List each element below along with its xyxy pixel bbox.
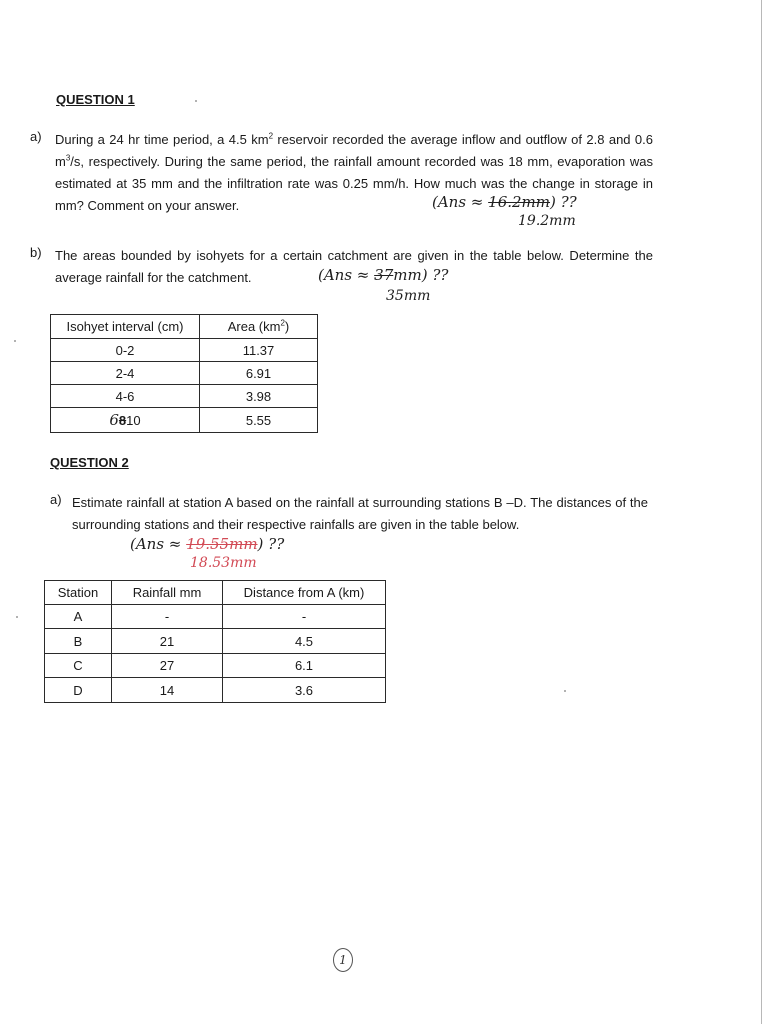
- rainfall-cell: 14: [112, 678, 223, 703]
- q1a-text-part2: reservoir recorded the average inflow and outflow of 2.8 and 0.6 m: [55, 132, 653, 169]
- distance-cell: -: [223, 605, 386, 629]
- q1a-hand-close: ) ??: [550, 193, 577, 211]
- isohyet-area-cell: 11.37: [200, 339, 318, 362]
- question-2-heading: QUESTION 2: [50, 455, 129, 470]
- q1b-hand-open: (Ans ≈: [318, 266, 375, 284]
- table-row: [45, 605, 386, 629]
- q1a-label: a): [30, 129, 42, 144]
- q2a-question-text: Estimate rainfall at station A based on the rainfall at surrounding stations B –D. The distances of the surrounding stations and their respective rainfalls are given in the table below.: [72, 495, 648, 532]
- isohyet-table-header-row: [51, 315, 318, 339]
- isohyet-interval-cell: 0-2: [51, 339, 200, 362]
- q2a-hand-open: (Ans ≈: [130, 535, 187, 553]
- q1a-superscript-2: 3: [65, 153, 71, 163]
- q1b-handwritten-correction: 35mm: [386, 288, 431, 304]
- table-row: [45, 678, 386, 703]
- q2a-hand-close: ) ??: [257, 535, 285, 553]
- rainfall-cell: 21: [112, 629, 223, 654]
- scan-speck: [14, 340, 16, 342]
- area-header-text: Area (km: [227, 319, 281, 334]
- station-cell: A: [45, 605, 112, 629]
- distance-cell: 4.5: [223, 629, 386, 654]
- distance-cell: 3.6: [223, 678, 386, 703]
- distance-col-header: Distance from A (km): [223, 581, 386, 605]
- q1a-hand-struck: 16.2mm: [488, 193, 551, 211]
- q1b-hand-struck: 37: [374, 266, 394, 284]
- scan-edge-line: [761, 0, 762, 1024]
- rainfall-cell: 27: [112, 654, 223, 678]
- scan-speck: [564, 690, 566, 692]
- station-cell: D: [45, 678, 112, 703]
- table-row: [45, 629, 386, 654]
- table-row: [45, 654, 386, 678]
- table-row: [51, 362, 318, 385]
- q2a-label: a): [50, 492, 62, 507]
- scan-speck: [16, 616, 18, 618]
- area-header-sup: 2: [280, 318, 285, 328]
- rainfall-cell: -: [112, 605, 223, 629]
- isohyet-interval-cell: 2-4: [51, 362, 200, 385]
- isohyet-interval-cell: [51, 408, 200, 433]
- rainfall-col-header: Rainfall mm: [112, 581, 223, 605]
- isohyet-col-area-header: [200, 315, 318, 339]
- isohyet-interval-cell: 4-6: [51, 385, 200, 408]
- q1b-question-text: The areas bounded by isohyets for a certain catchment are given in the table below. Determine the average rainfall for the catchment.: [55, 248, 653, 285]
- distance-cell: 6.1: [223, 654, 386, 678]
- q1a-superscript-1: 2: [268, 131, 274, 141]
- q1b-hand-close: mm) ??: [393, 266, 449, 284]
- station-table-header-row: [45, 581, 386, 605]
- station-table: [44, 580, 386, 703]
- table-row: [51, 385, 318, 408]
- page-number-circled: 1: [333, 948, 353, 972]
- q1b-label: b): [30, 245, 42, 260]
- isohyet-area-cell: 6.91: [200, 362, 318, 385]
- question-1-heading: QUESTION 1: [56, 92, 135, 107]
- table-row: [51, 339, 318, 362]
- q1a-text-part1: During a 24 hr time period, a 4.5 km: [55, 132, 269, 147]
- q2a-hand-struck: 19.55mm: [186, 535, 258, 553]
- q1b-handwritten-answer: [318, 266, 448, 284]
- interval-hand-digit: 6: [109, 411, 119, 429]
- q2a-handwritten-answer: [130, 535, 284, 553]
- q1a-hand-open: (Ans ≈: [432, 193, 489, 211]
- station-cell: C: [45, 654, 112, 678]
- isohyet-col-interval-header: Isohyet interval (cm): [51, 315, 200, 339]
- isohyet-area-cell: 5.55: [200, 408, 318, 433]
- table-row: [51, 408, 318, 433]
- area-header-end: ): [284, 319, 290, 334]
- interval-printed-value: 10: [126, 413, 141, 428]
- isohyet-area-cell: 3.98: [200, 385, 318, 408]
- q1a-text-part3: /s, respectively. During the same period, the rainfall amount recorded was 18 mm, evaporation was estimated at 35 mm and the infiltration rate was 0.25 mm/h. How much was the change in storage in mm? Comment on your answer.: [55, 154, 653, 213]
- station-col-header: Station: [45, 581, 112, 605]
- interval-struck-digit: 8: [118, 413, 127, 428]
- station-cell: B: [45, 629, 112, 654]
- q1a-handwritten-correction: 19.2mm: [518, 213, 576, 229]
- scan-speck: [195, 100, 197, 102]
- isohyet-table: [50, 314, 318, 433]
- q1a-handwritten-answer: [432, 193, 577, 211]
- q2a-handwritten-correction: 18.53mm: [190, 555, 257, 571]
